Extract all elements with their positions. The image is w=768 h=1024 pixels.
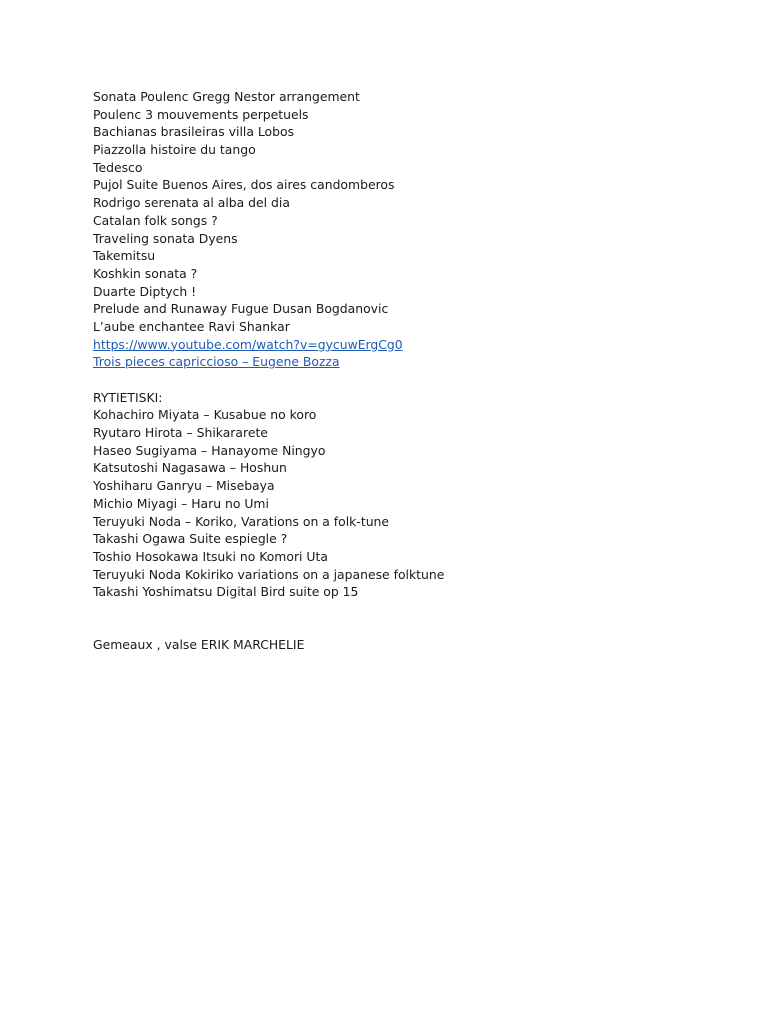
list-item: Bachianas brasileiras villa Lobos <box>93 124 295 140</box>
spacer <box>93 371 733 389</box>
final-line: Gemeaux , valse ERIK MARCHELIE <box>93 637 305 653</box>
spacer <box>93 601 733 636</box>
list-item: Katsutoshi Nagasawa – Hoshun <box>93 460 287 476</box>
section-heading: RYTIETISKI: <box>93 389 163 405</box>
list-item: Yoshiharu Ganryu – Misebaya <box>93 478 275 494</box>
list-item: Ryutaro Hirota – Shikararete <box>93 425 268 441</box>
list-item: Kohachiro Miyata – Kusabue no koro <box>93 407 317 423</box>
list-item: Piazzolla histoire du tango <box>93 142 256 158</box>
list-item: Tedesco <box>93 159 143 175</box>
list-item: Takashi Yoshimatsu Digital Bird suite op 15 <box>93 584 359 600</box>
list-item: Takemitsu <box>93 248 156 264</box>
list-item: Poulenc 3 mouvements perpetuels <box>93 106 309 122</box>
list-item: Teruyuki Noda – Koriko, Varations on a folk-tune <box>93 513 390 529</box>
document-body <box>93 88 733 654</box>
list-item: Pujol Suite Buenos Aires, dos aires candomberos <box>93 177 395 193</box>
list-item: Duarte Diptych ! <box>93 283 197 299</box>
list-item: Toshio Hosokawa Itsuki no Komori Uta <box>93 548 328 564</box>
list-item: Teruyuki Noda Kokiriko variations on a japanese folktune <box>93 566 445 582</box>
rytietiski-list <box>93 406 733 601</box>
list-item: Traveling sonata Dyens <box>93 230 238 246</box>
list-item: Rodrigo serenata al alba del dia <box>93 195 290 211</box>
piece-list <box>93 88 733 336</box>
list-item: Koshkin sonata ? <box>93 265 198 281</box>
list-item: Catalan folk songs ? <box>93 212 218 228</box>
bozza-link[interactable]: Trois pieces capriccioso – Eugene Bozza <box>93 354 340 370</box>
youtube-link[interactable]: https://www.youtube.com/watch?v=gycuwErgCg0 <box>93 336 403 352</box>
link-list <box>93 336 733 371</box>
list-item: L’aube enchantee Ravi Shankar <box>93 318 290 334</box>
list-item: Michio Miyagi – Haru no Umi <box>93 495 269 511</box>
list-item: Sonata Poulenc Gregg Nestor arrangement <box>93 89 360 104</box>
list-item: Prelude and Runaway Fugue Dusan Bogdanovic <box>93 301 389 317</box>
list-item: Haseo Sugiyama – Hanayome Ningyo <box>93 442 326 458</box>
list-item: Takashi Ogawa Suite espiegle ? <box>93 531 288 547</box>
